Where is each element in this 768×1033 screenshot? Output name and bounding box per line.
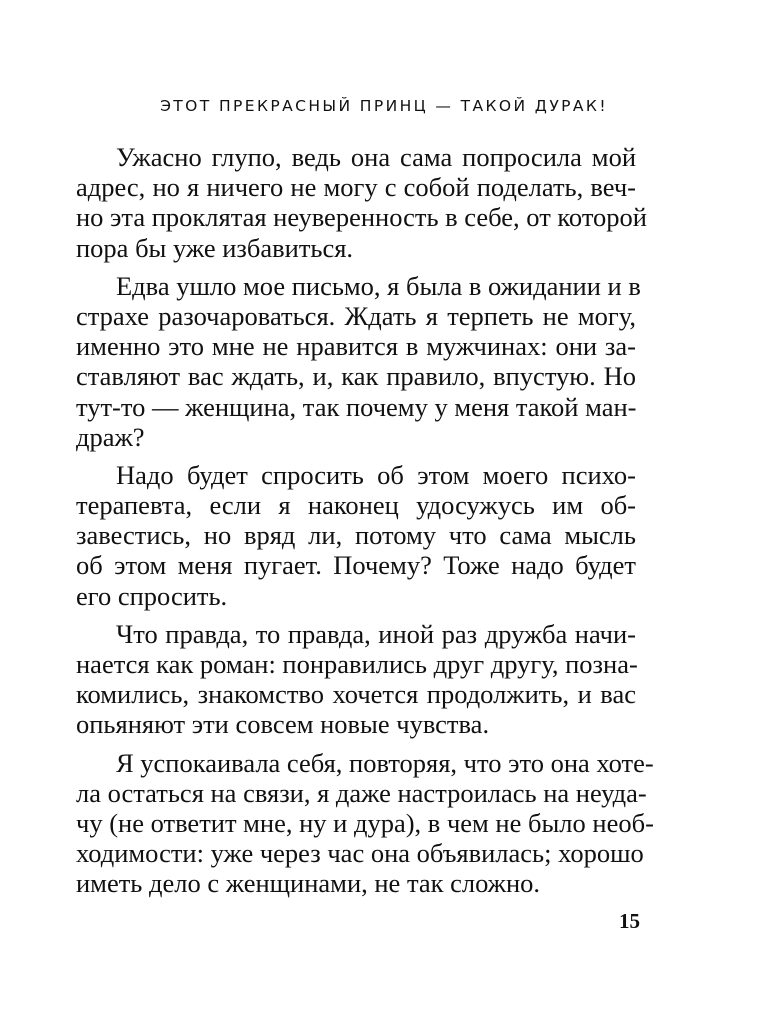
text-line: Что правда, то правда, иной раз дружба начи- bbox=[116, 618, 636, 649]
running-header: ЭТОТ ПРЕКРАСНЫЙ ПРИНЦ — ТАКОЙ ДУРАК! bbox=[160, 97, 608, 115]
text-line: его спросить. bbox=[76, 580, 228, 611]
paragraph-5 bbox=[76, 747, 654, 899]
text-line: Ужасно глупо, ведь она сама попросила мой bbox=[116, 142, 636, 172]
text-line: чу (не ответит мне, ну и дура), в чем не было необ- bbox=[76, 807, 654, 838]
text-line: Едва ушло мое письмо, я была в ожидании и в bbox=[116, 270, 641, 301]
text-line: страхе разочароваться. Ждать я терпеть не могу, bbox=[76, 300, 636, 331]
text-line: иметь дело с женщинами, не так сложно. bbox=[76, 868, 541, 899]
text-line: пора бы уже избавиться. bbox=[76, 232, 354, 263]
text-line: завестись, но вряд ли, потому что сама мысль bbox=[76, 520, 636, 551]
text-line: тут-то — женщина, так почему у меня такой ман- bbox=[76, 391, 637, 422]
text-line: терапевта, если я наконец удосужусь им об- bbox=[76, 490, 636, 521]
text-line: Надо будет спросить об этом моего психо- bbox=[116, 459, 636, 490]
text-line: ла остаться на связи, я даже настроилась на неуда- bbox=[76, 777, 647, 808]
text-line: ходимости: уже через час она объявилась; хорошо bbox=[76, 838, 644, 869]
text-line: адрес, но я ничего не могу с собой поделать, веч- bbox=[76, 172, 636, 203]
text-line: драж? bbox=[76, 421, 145, 452]
paragraph-3 bbox=[76, 460, 636, 611]
text-line: комились, знакомство хочется продолжить, и вас bbox=[76, 679, 636, 710]
body-text bbox=[76, 142, 654, 907]
paragraph-4 bbox=[76, 619, 636, 740]
text-line: опьяняют эти совсем новые чувства. bbox=[76, 709, 490, 740]
text-line: Я успокаивала себя, повторяя, что это она хоте- bbox=[116, 747, 654, 778]
text-line: но эта проклятая неуверенность в себе, от которой bbox=[76, 202, 647, 233]
text-line: именно это мне не нравится в мужчинах: они за- bbox=[76, 331, 636, 362]
text-line: нается как роман: понравились друг другу, позна- bbox=[76, 649, 638, 679]
paragraph-2 bbox=[76, 270, 641, 452]
text-line: об этом меня пугает. Почему? Тоже надо будет bbox=[76, 550, 636, 581]
paragraph-1 bbox=[76, 142, 647, 263]
page-number: 15 bbox=[619, 909, 640, 933]
text-line: ставляют вас ждать, и, как правило, впустую. Но bbox=[76, 361, 636, 392]
